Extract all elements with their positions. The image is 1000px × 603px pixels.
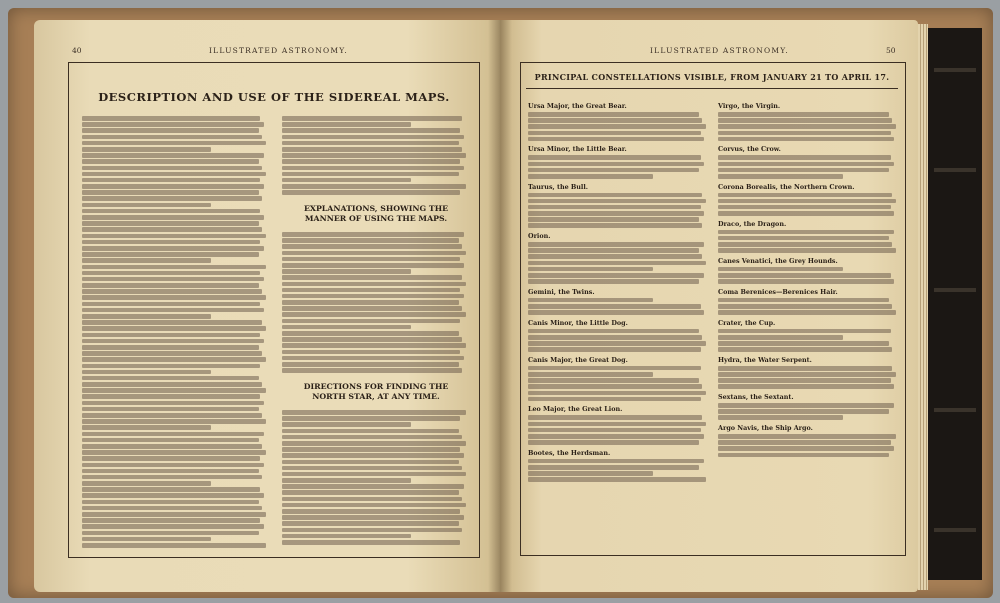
text-line — [718, 440, 891, 445]
text-line — [282, 453, 464, 458]
text-line — [82, 221, 259, 226]
text-line — [718, 155, 891, 160]
text-line — [282, 269, 411, 274]
text-line — [718, 446, 894, 451]
text-line — [718, 310, 896, 315]
text-line — [282, 312, 466, 317]
text-line — [528, 124, 706, 129]
text-line — [718, 415, 843, 420]
text-line — [282, 410, 466, 415]
left-section-3-heading: DIRECTIONS FOR FINDING THE NORTH STAR, AT ANY TIME. — [303, 382, 449, 401]
text-line — [718, 384, 894, 389]
constellation-entry: Bootes, the Herdsman. — [528, 448, 611, 457]
constellation-entry: Draco, the Dragon. — [718, 219, 787, 228]
left-page-number: 40 — [72, 46, 82, 55]
text-line — [718, 137, 894, 142]
text-line — [718, 205, 891, 210]
text-line — [528, 397, 701, 402]
text-line — [282, 141, 459, 146]
text-line — [282, 178, 411, 183]
text-line — [82, 277, 264, 282]
text-line — [528, 118, 702, 123]
text-line — [528, 471, 653, 476]
text-line — [282, 288, 460, 293]
text-line — [718, 341, 889, 346]
right-page — [500, 20, 918, 592]
text-line — [528, 341, 706, 346]
text-line — [718, 279, 894, 284]
left-page — [34, 20, 500, 592]
text-line — [282, 244, 462, 249]
constellation-entry: Orion. — [528, 232, 551, 241]
text-line — [82, 419, 266, 424]
text-line — [718, 366, 892, 371]
text-line — [282, 509, 460, 514]
right-page-number: 50 — [886, 46, 896, 55]
text-line — [282, 503, 466, 508]
text-line — [82, 135, 262, 140]
constellation-entry: Leo Major, the Great Lion. — [528, 405, 623, 414]
text-line — [82, 196, 262, 201]
text-line — [82, 141, 266, 146]
left-section-2-heading: EXPLANATIONS, SHOWING THE MANNER OF USING THE MAPS. — [303, 204, 449, 223]
text-line — [282, 282, 466, 287]
constellation-entry: Corona Borealis, the Northern Crown. — [718, 182, 855, 191]
page-edges — [918, 24, 928, 590]
text-line — [528, 477, 706, 482]
text-line — [82, 345, 259, 350]
text-line — [718, 124, 896, 129]
constellation-entry: Canis Major, the Great Dog. — [528, 355, 628, 364]
text-line — [528, 267, 653, 272]
text-line — [528, 168, 699, 173]
text-line — [282, 490, 459, 495]
right-page-title: PRINCIPAL CONSTELLATIONS VISIBLE, FROM JANUARY 21 TO APRIL 17. — [534, 72, 890, 82]
text-line — [82, 463, 264, 468]
text-line — [82, 469, 259, 474]
text-line — [282, 251, 466, 256]
text-line — [282, 368, 462, 373]
text-line — [82, 147, 211, 152]
text-line — [282, 238, 459, 243]
text-line — [82, 172, 266, 177]
text-line — [82, 302, 260, 307]
text-line — [282, 128, 460, 133]
text-line — [82, 333, 260, 338]
right-column-2 — [718, 98, 896, 459]
text-line — [718, 230, 894, 235]
text-line — [82, 543, 266, 548]
text-line — [528, 434, 704, 439]
text-line — [282, 447, 460, 452]
text-line — [528, 273, 704, 278]
text-line — [82, 481, 211, 486]
text-line — [82, 166, 262, 171]
text-line — [282, 429, 459, 434]
text-line — [82, 444, 262, 449]
text-line — [528, 137, 704, 142]
text-line — [82, 295, 266, 300]
left-page-title: DESCRIPTION AND USE OF THE SIDEREAL MAPS. — [98, 90, 450, 104]
text-line — [718, 403, 894, 408]
text-line — [528, 211, 704, 216]
text-line — [82, 159, 259, 164]
constellation-entry: Crater, the Cup. — [718, 318, 776, 327]
constellation-entry: Coma Berenices—Berenices Hair. — [718, 287, 838, 296]
constellation-entry: Canis Minor, the Little Dog. — [528, 318, 628, 327]
text-line — [528, 384, 702, 389]
text-line — [718, 248, 896, 253]
text-line — [282, 343, 466, 348]
text-line — [82, 271, 260, 276]
text-line — [282, 294, 464, 299]
text-line — [82, 252, 259, 257]
text-line — [82, 240, 260, 245]
text-line — [282, 184, 466, 189]
text-line — [82, 500, 259, 505]
text-line — [82, 209, 260, 214]
text-line — [282, 528, 462, 533]
text-line — [528, 391, 706, 396]
text-line — [82, 289, 262, 294]
text-line — [282, 153, 466, 158]
text-line — [82, 153, 264, 158]
text-line — [82, 128, 259, 133]
text-line — [282, 435, 462, 440]
text-line — [282, 534, 411, 539]
text-line — [528, 254, 702, 259]
left-running-head: ILLUSTRATED ASTRONOMY. — [209, 46, 349, 55]
text-line — [82, 425, 211, 430]
text-line — [82, 116, 260, 121]
text-line — [282, 190, 460, 195]
text-line — [82, 487, 260, 492]
text-line — [528, 217, 699, 222]
text-line — [528, 112, 699, 117]
text-line — [82, 531, 259, 536]
text-line — [82, 407, 259, 412]
text-line — [282, 275, 462, 280]
text-line — [282, 263, 464, 268]
text-line — [282, 350, 460, 355]
text-line — [528, 162, 704, 167]
text-line — [528, 329, 699, 334]
text-line — [528, 279, 699, 284]
text-line — [528, 131, 701, 136]
text-line — [282, 540, 460, 545]
text-line — [718, 199, 896, 204]
text-line — [718, 193, 892, 198]
text-line — [282, 416, 460, 421]
text-line — [718, 335, 843, 340]
text-line — [718, 409, 889, 414]
text-line — [528, 174, 653, 179]
text-line — [282, 356, 464, 361]
text-line — [718, 162, 894, 167]
text-line — [282, 306, 462, 311]
constellation-entry: Corvus, the Crow. — [718, 145, 781, 154]
text-line — [82, 265, 266, 270]
text-line — [82, 203, 211, 208]
text-line — [82, 227, 262, 232]
constellation-entry: Gemini, the Twins. — [528, 287, 595, 296]
right-column-1 — [528, 98, 706, 484]
text-line — [718, 267, 843, 272]
right-running-head: ILLUSTRATED ASTRONOMY. — [650, 46, 790, 55]
text-line — [82, 432, 264, 437]
text-line — [282, 319, 460, 324]
text-line — [718, 347, 892, 352]
text-line — [82, 320, 262, 325]
text-line — [82, 190, 259, 195]
text-line — [718, 329, 891, 334]
constellation-entry: Virgo, the Virgin. — [718, 102, 781, 110]
text-line — [82, 339, 264, 344]
text-line — [528, 335, 702, 340]
title-rule — [526, 88, 898, 89]
text-line — [82, 376, 259, 381]
text-line — [528, 205, 701, 210]
left-column-2-text-b — [282, 232, 466, 374]
text-line — [82, 456, 260, 461]
text-line — [282, 122, 411, 127]
text-line — [718, 112, 889, 117]
constellation-entry: Ursa Minor, the Little Bear. — [528, 145, 627, 154]
text-line — [718, 211, 894, 216]
text-line — [282, 159, 460, 164]
text-line — [528, 372, 653, 377]
text-line — [282, 257, 460, 262]
text-line — [82, 506, 262, 511]
left-column-2-text — [282, 116, 466, 196]
text-line — [82, 388, 266, 393]
text-line — [282, 422, 411, 427]
left-column-1-text — [82, 116, 266, 549]
text-line — [718, 236, 889, 241]
text-line — [282, 337, 462, 342]
text-line — [82, 246, 264, 251]
text-line — [528, 347, 701, 352]
text-line — [82, 394, 260, 399]
constellation-entry: Hydra, the Water Serpent. — [718, 355, 812, 364]
text-line — [718, 131, 891, 136]
text-line — [282, 441, 466, 446]
text-line — [82, 512, 266, 517]
text-line — [282, 478, 411, 483]
text-line — [282, 232, 464, 237]
text-line — [282, 515, 464, 520]
text-line — [528, 310, 704, 315]
text-line — [82, 234, 266, 239]
text-line — [82, 370, 211, 375]
text-line — [528, 378, 699, 383]
text-line — [528, 298, 653, 303]
text-line — [82, 364, 260, 369]
text-line — [82, 215, 264, 220]
text-line — [82, 493, 264, 498]
text-line — [82, 283, 259, 288]
text-line — [528, 261, 706, 266]
text-line — [82, 450, 266, 455]
text-line — [82, 438, 259, 443]
text-line — [82, 308, 264, 313]
text-line — [528, 155, 701, 160]
text-line — [282, 521, 459, 526]
text-line — [82, 122, 264, 127]
text-line — [282, 166, 464, 171]
constellation-entry: Sextans, the Sextant. — [718, 393, 794, 402]
book-gutter — [488, 20, 512, 592]
constellation-entry: Taurus, the Bull. — [528, 182, 589, 191]
text-line — [528, 465, 699, 470]
text-line — [718, 372, 896, 377]
text-line — [282, 466, 462, 471]
text-line — [282, 497, 462, 502]
text-line — [718, 242, 892, 247]
text-line — [718, 298, 889, 303]
text-line — [282, 484, 464, 489]
constellation-entry: Canes Venatici, the Grey Hounds. — [718, 256, 838, 265]
text-line — [528, 304, 701, 309]
text-line — [82, 258, 211, 263]
text-line — [282, 325, 411, 330]
text-line — [718, 453, 889, 458]
dark-plate — [928, 28, 982, 580]
text-line — [528, 459, 704, 464]
text-line — [82, 524, 264, 529]
text-line — [528, 422, 706, 427]
text-line — [528, 242, 704, 247]
text-line — [82, 357, 266, 362]
left-column-2-text-c — [282, 410, 466, 546]
text-line — [528, 428, 701, 433]
text-line — [528, 440, 699, 445]
text-line — [718, 378, 891, 383]
text-line — [282, 172, 459, 177]
text-line — [718, 118, 892, 123]
text-line — [82, 351, 262, 356]
text-line — [282, 460, 459, 465]
text-line — [528, 415, 702, 420]
text-line — [718, 304, 892, 309]
text-line — [82, 314, 211, 319]
text-line — [82, 413, 262, 418]
text-line — [718, 273, 891, 278]
text-line — [282, 472, 466, 477]
text-line — [282, 331, 459, 336]
text-line — [282, 116, 462, 121]
text-line — [82, 537, 211, 542]
text-line — [82, 475, 262, 480]
constellation-entry: Argo Navis, the Ship Argo. — [718, 424, 813, 433]
text-line — [528, 366, 701, 371]
text-line — [528, 199, 706, 204]
text-line — [82, 518, 260, 523]
text-line — [718, 174, 843, 179]
text-line — [82, 178, 260, 183]
text-line — [282, 300, 459, 305]
constellation-entry: Ursa Major, the Great Bear. — [528, 102, 627, 110]
text-line — [528, 193, 702, 198]
text-line — [82, 382, 262, 387]
text-line — [718, 168, 889, 173]
text-line — [282, 362, 459, 367]
text-line — [82, 184, 264, 189]
text-line — [528, 223, 702, 228]
text-line — [528, 248, 699, 253]
text-line — [718, 434, 896, 439]
text-line — [282, 135, 464, 140]
text-line — [82, 326, 266, 331]
text-line — [82, 401, 264, 406]
text-line — [282, 147, 462, 152]
